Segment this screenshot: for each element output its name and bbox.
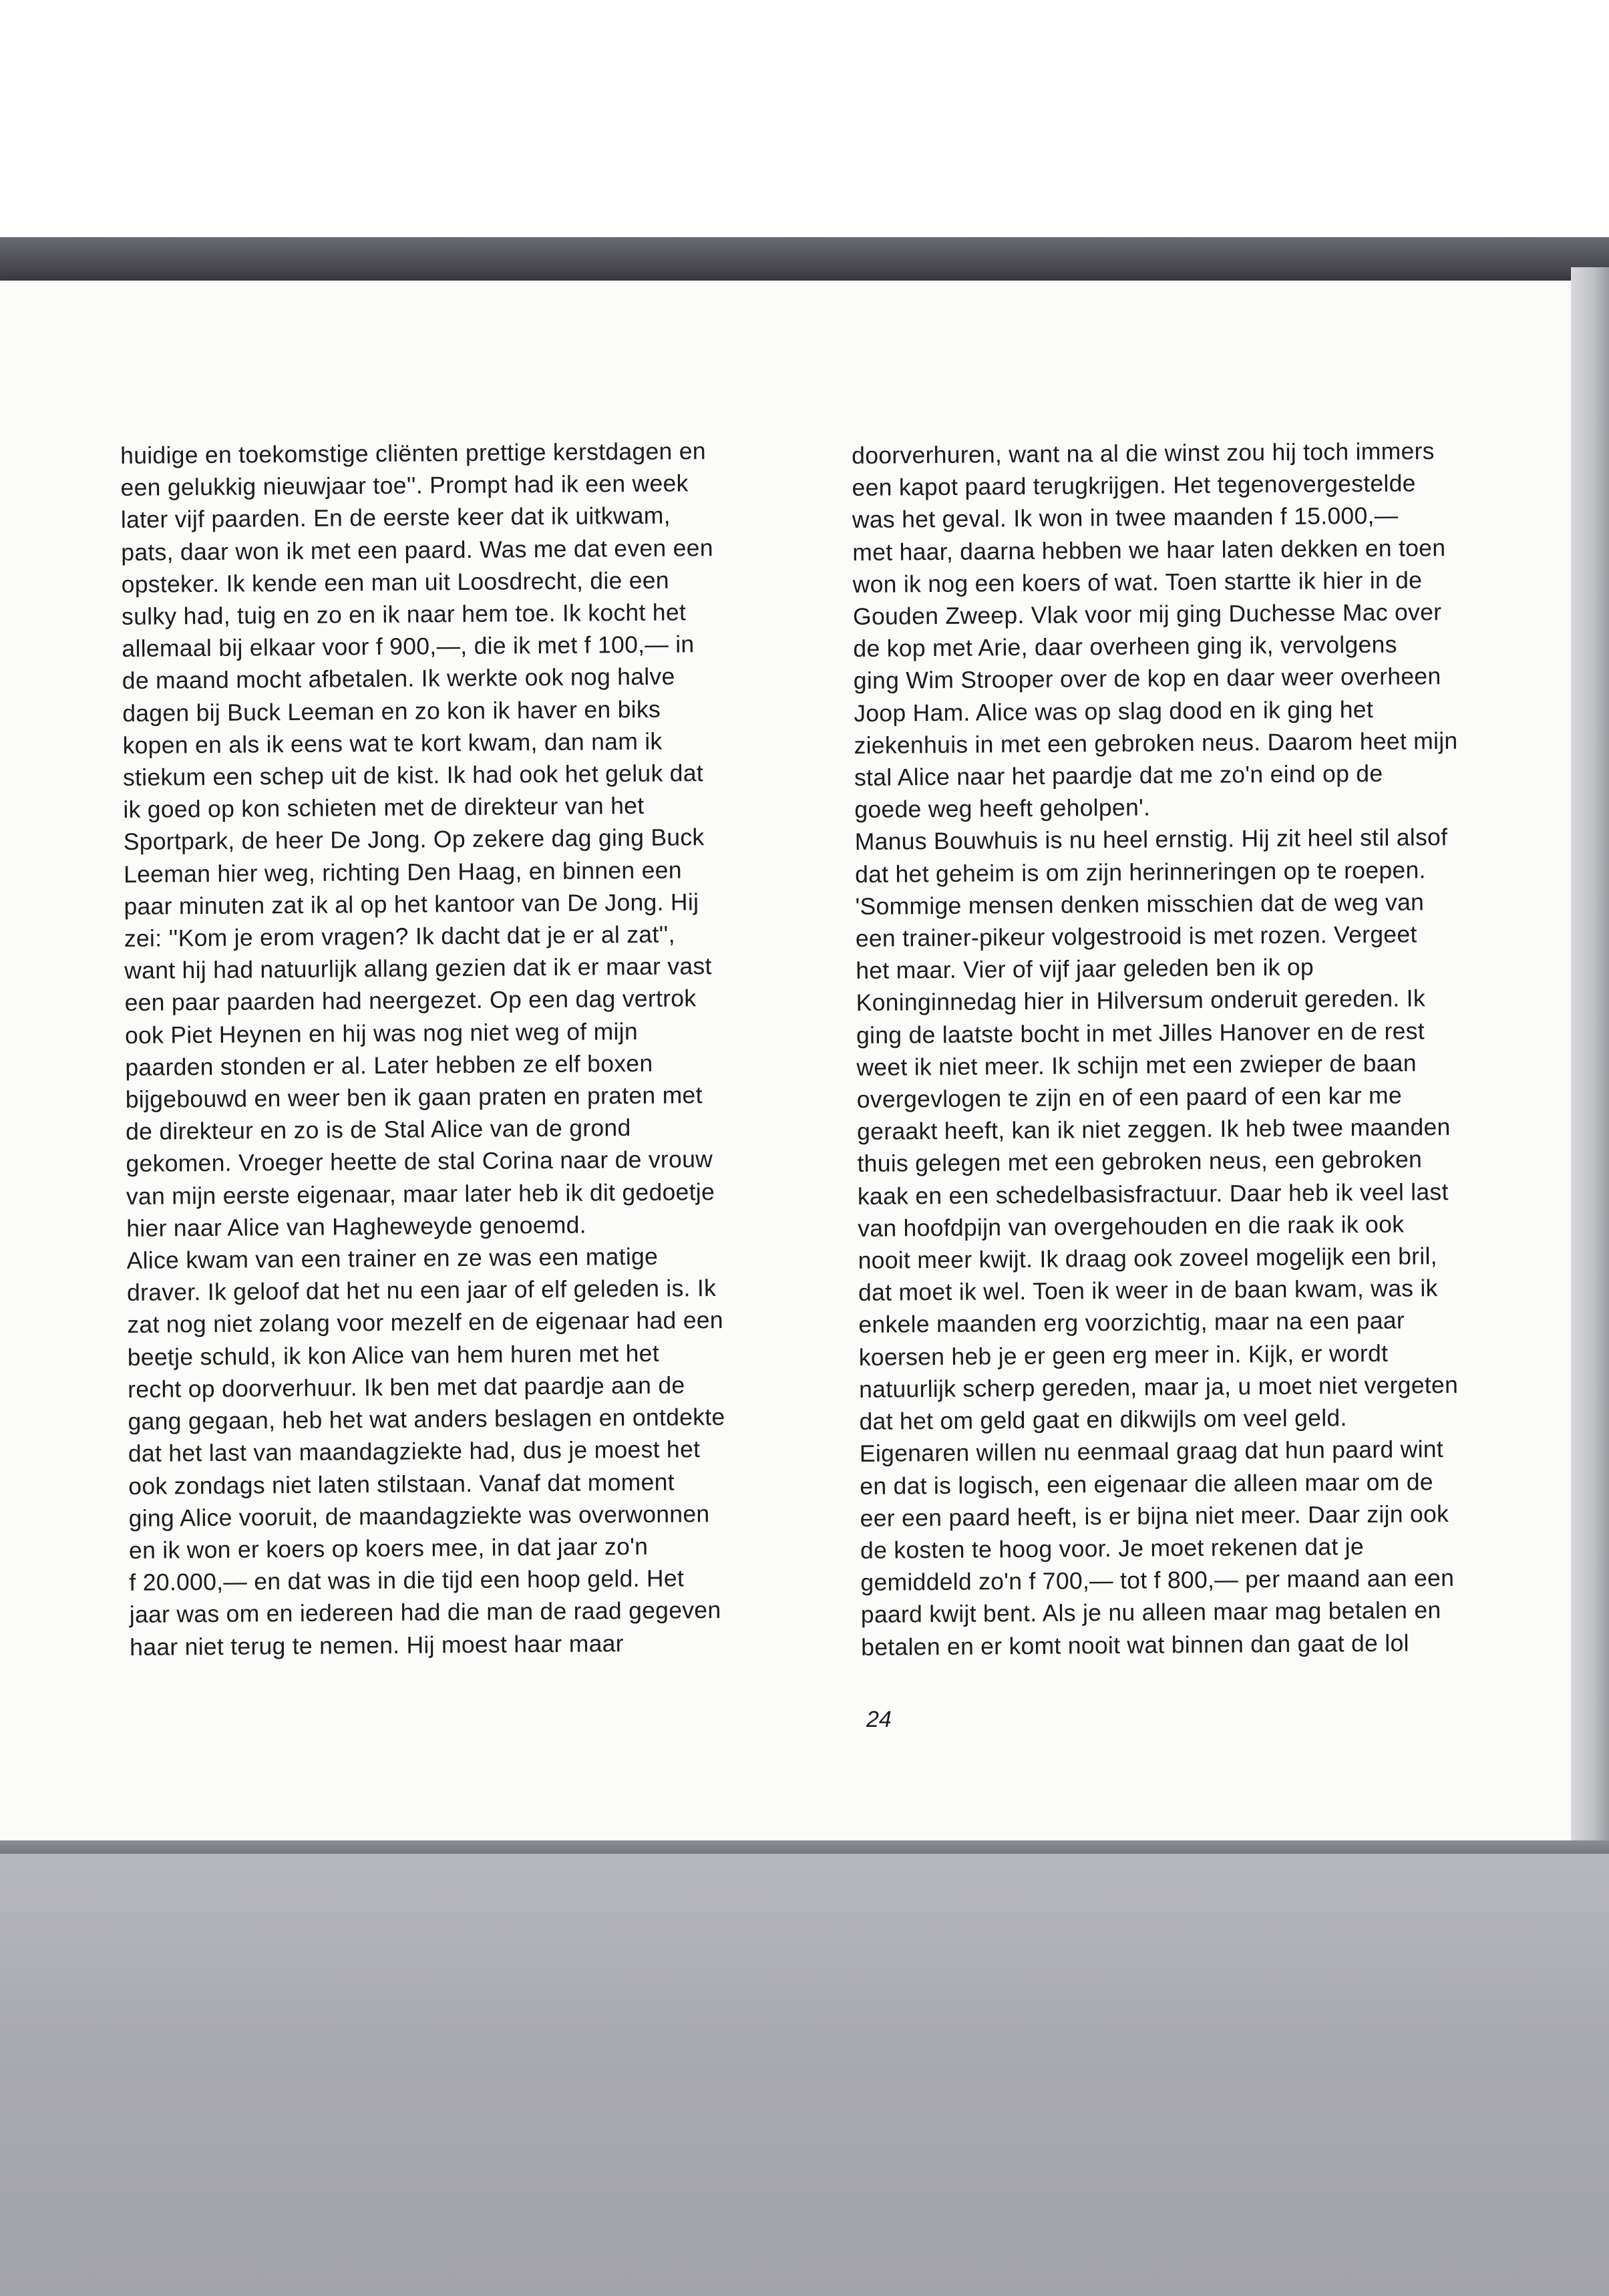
page-number: 24 [866,1707,892,1732]
scanner-background [0,1854,1609,2296]
right-text-column: doorverhuren, want na al die winst zou hij toch immers een kapot paard terugkrijgen. Het tegenovergestelde was het geval. Ik won in twee maanden f 15.000,— met haar, daarna hebben we haar laten dekken en toen won ik nog een koers of wat. Toen startte ik hier in de Gouden Zweep. Vlak voor mij ging Duchesse Mac over de kop met Arie, daar overheen ging ik, vervolgens ging Wim Strooper over de kop en daar weer overheen Joop Ham. Alice was op slag dood en ik ging het ziekenhuis in met een gebroken neus. Daarom heet mijn stal Alice naar het paardje dat me zo'n eind op de goede weg heeft geholpen'. Manus Bouwhuis is nu heel ernstig. Hij zit heel stil alsof dat het geheim is om zijn herinneringen op te roepen. 'Sommige mensen denken misschien dat de weg van een trainer-pikeur volgestrooid is met rozen. Vergeet het maar. Vier of vijf jaar geleden ben ik op Koninginnedag hier in Hilversum onderuit gereden. Ik ging de laatste bocht in met Jilles Hanover en de rest weet ik niet meer. Ik schijn met een zwieper de baan overgevlogen te zijn en of een paard of een kar me geraakt heeft, kan ik niet zeggen. Ik heb twee maanden thuis gelegen met een gebroken neus, een gebroken kaak en een schedelbasisfractuur. Daar heb ik veel last van hoofdpijn van overgehouden en die raak ik ook nooit meer kwijt. Ik draag ook zoveel mogelijk een bril, dat moet ik wel. Toen ik weer in de baan kwam, was ik enkele maanden erg voorzichtig, maar na een paar koersen heb je er geen erg meer in. Kijk, er wordt natuurlijk scherp gereden, maar ja, u moet niet vergeten dat het om geld gaat en dikwijls om veel geld. Eigenaren willen nu eenmaal graag dat hun paard wint en dat is logisch, een eigenaar die alleen maar om de eer een paard heeft, is er bijna niet meer. Daar zijn ook de kosten te hoog voor. Je moet rekenen dat je gemiddeld zo'n f 700,— tot f 800,— per maand aan een paard kwijt bent. Als je nu alleen maar mag betalen en betalen en er komt nooit wat binnen dan gaat de lol [852,438,1459,1661]
book-page-edge [1571,267,1609,1867]
left-text-column: huidige en toekomstige cliënten prettige kerstdagen en een gelukkig nieuwjaar toe''. Prompt had ik een week later vijf paarden. En de eerste keer dat ik uitkwam, pats, daar won ik met een paard. Was me dat even een opsteker. Ik kende een man uit Loosdrecht, die een sulky had, tuig en zo en ik naar hem toe. Ik kocht het allemaal bij elkaar voor f 900,—, die ik met f 100,— in de maand mocht afbetalen. Ik werkte ook nog halve dagen bij Buck Leeman en zo kon ik haver en biks kopen en als ik eens wat te kort kwam, dan nam ik stiekum een schep uit de kist. Ik had ook het geluk dat ik goed op kon schieten met de direkteur van het Sportpark, de heer De Jong. Op zekere dag ging Buck Leeman hier weg, richting Den Haag, en binnen een paar minuten zat ik al op het kantoor van De Jong. Hij zei: ''Kom je erom vragen? Ik dacht dat je er al zat'', want hij had natuurlijk allang gezien dat ik er maar vast een paar paarden had neergezet. Op een dag vertrok ook Piet Heynen en hij was nog niet weg of mijn paarden stonden er al. Later hebben ze elf boxen bijgebouwd en weer ben ik gaan praten en praten met de direkteur en zo is de Stal Alice van de grond gekomen. Vroeger heette de stal Corina naar de vrouw van mijn eerste eigenaar, maar later heb ik dit gedoetje hier naar Alice van Hagheweyde genoemd. Alice kwam van een trainer en ze was een matige draver. Ik geloof dat het nu een jaar of elf geleden is. Ik zat nog niet zolang voor mezelf en de eigenaar had een beetje schuld, ik kon Alice van hem huren met het recht op doorverhuur. Ik ben met dat paardje aan de gang gegaan, heb het wat anders beslagen en ontdekte dat het last van maandagziekte had, dus je moest het ook zondags niet laten stilstaan. Vanaf dat moment ging Alice vooruit, de maandagziekte was overwonnen en ik won er koers op koers mee, in dat jaar zo'n f 20.000,— en dat was in die tijd een hoop geld. Het jaar was om en iedereen had die man de raad gegeven haar niet terug te nemen. Hij moest haar maar [120,438,725,1661]
